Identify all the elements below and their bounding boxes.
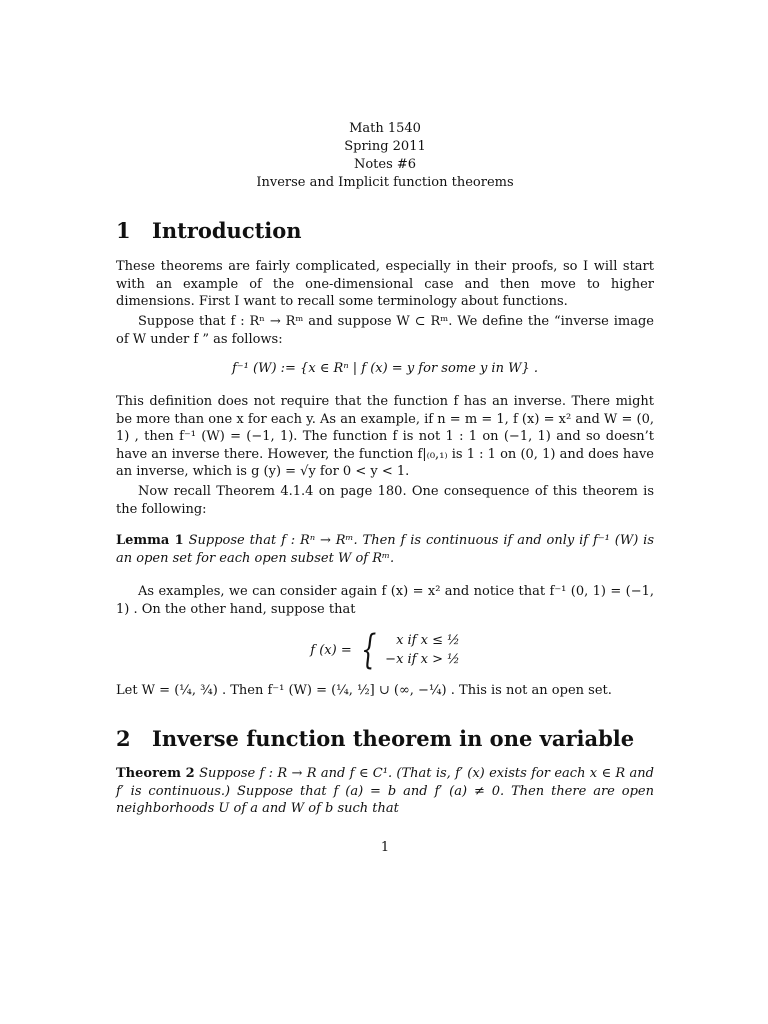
- term-label: Spring 2011: [344, 139, 426, 154]
- page: [116, 0, 654, 1024]
- theorem-2-label: Theorem 2: [116, 766, 195, 781]
- intro-paragraph: These theorems are fairly complicated, especially in their proofs, so I will start with an example of the one-dimensional case and then move to higher dimensions. First I want to recall some terminology about functions.: [116, 259, 654, 309]
- section-2-heading: [116, 726, 634, 751]
- examples-paragraph: As examples, we can consider again f (x) = x² and notice that f⁻¹ (0, 1) = (−1, 1) . On the other hand, suppose that: [116, 584, 654, 617]
- definition-paragraph: This definition does not require that the function f has an inverse. There might be more than one x for each y. As an example, if n = m = 1, f (x) = x² and W = (0, 1) , then f⁻¹ (W) = (−1, 1). The function f is not 1 : 1 on (−1, 1) and so doesn’t have an inverse there. However, the function f|₍₀,₁₎ is 1 : 1 on (0, 1) and does have an inverse, which is g (y) = √y for 0 < y < 1.: [116, 394, 654, 479]
- inverse-image-paragraph: Suppose that f : Rⁿ → Rᵐ and suppose W ⊂ Rᵐ. We define the “inverse image of W under f ” as follows:: [116, 314, 654, 347]
- left-brace: {: [360, 627, 377, 673]
- lemma-1-text: Suppose that f : Rⁿ → Rᵐ. Then f is continuous if and only if f⁻¹ (W) is an open set for each open subset W of Rᵐ.: [116, 533, 655, 566]
- notes-label: Notes #6: [353, 157, 417, 172]
- piecewise-cases: [310, 627, 460, 673]
- piecewise-equation: [116, 627, 654, 673]
- lemma-1-label: Lemma 1: [116, 533, 184, 548]
- section-1-number: 1: [116, 218, 131, 243]
- section-1-heading: [116, 218, 302, 243]
- section-1-title: Introduction: [152, 218, 302, 243]
- theorem-2: [116, 765, 654, 818]
- section-2-number: 2: [116, 726, 131, 751]
- theorem-recall-paragraph: Now recall Theorem 4.1.4 on page 180. One consequence of this theorem is the following:: [116, 484, 654, 517]
- case-1: x if x ≤ ½: [396, 633, 460, 648]
- open-set-paragraph: Let W = (¼, ¾) . Then f⁻¹ (W) = (¼, ½] ∪ (∞, −¼) . This is not an open set.: [116, 683, 612, 698]
- inverse-image-equation: f⁻¹ (W) := {x ∈ Rⁿ | f (x) = y for some y in W} .: [232, 361, 538, 376]
- lemma-1: [116, 532, 654, 567]
- page-number: 1: [380, 840, 390, 855]
- piecewise-lhs: f (x) =: [310, 642, 352, 658]
- title-block: [116, 120, 654, 192]
- document-subtitle: Inverse and Implicit function theorems: [256, 175, 514, 190]
- theorem-2-text: Suppose f : R → R and f ∈ C¹. (That is, f′ (x) exists for each x ∈ R and f′ is continuous.) Suppose that f (a) = b and f′ (a) ≠ 0. Then there are open neighborhoods U of a and W of b such that: [116, 766, 654, 816]
- course-label: Math 1540: [349, 121, 421, 136]
- case-2: −x if x > ½: [385, 652, 460, 667]
- section-2-title: Inverse function theorem in one variable: [152, 726, 635, 751]
- case-lines: [385, 631, 460, 669]
